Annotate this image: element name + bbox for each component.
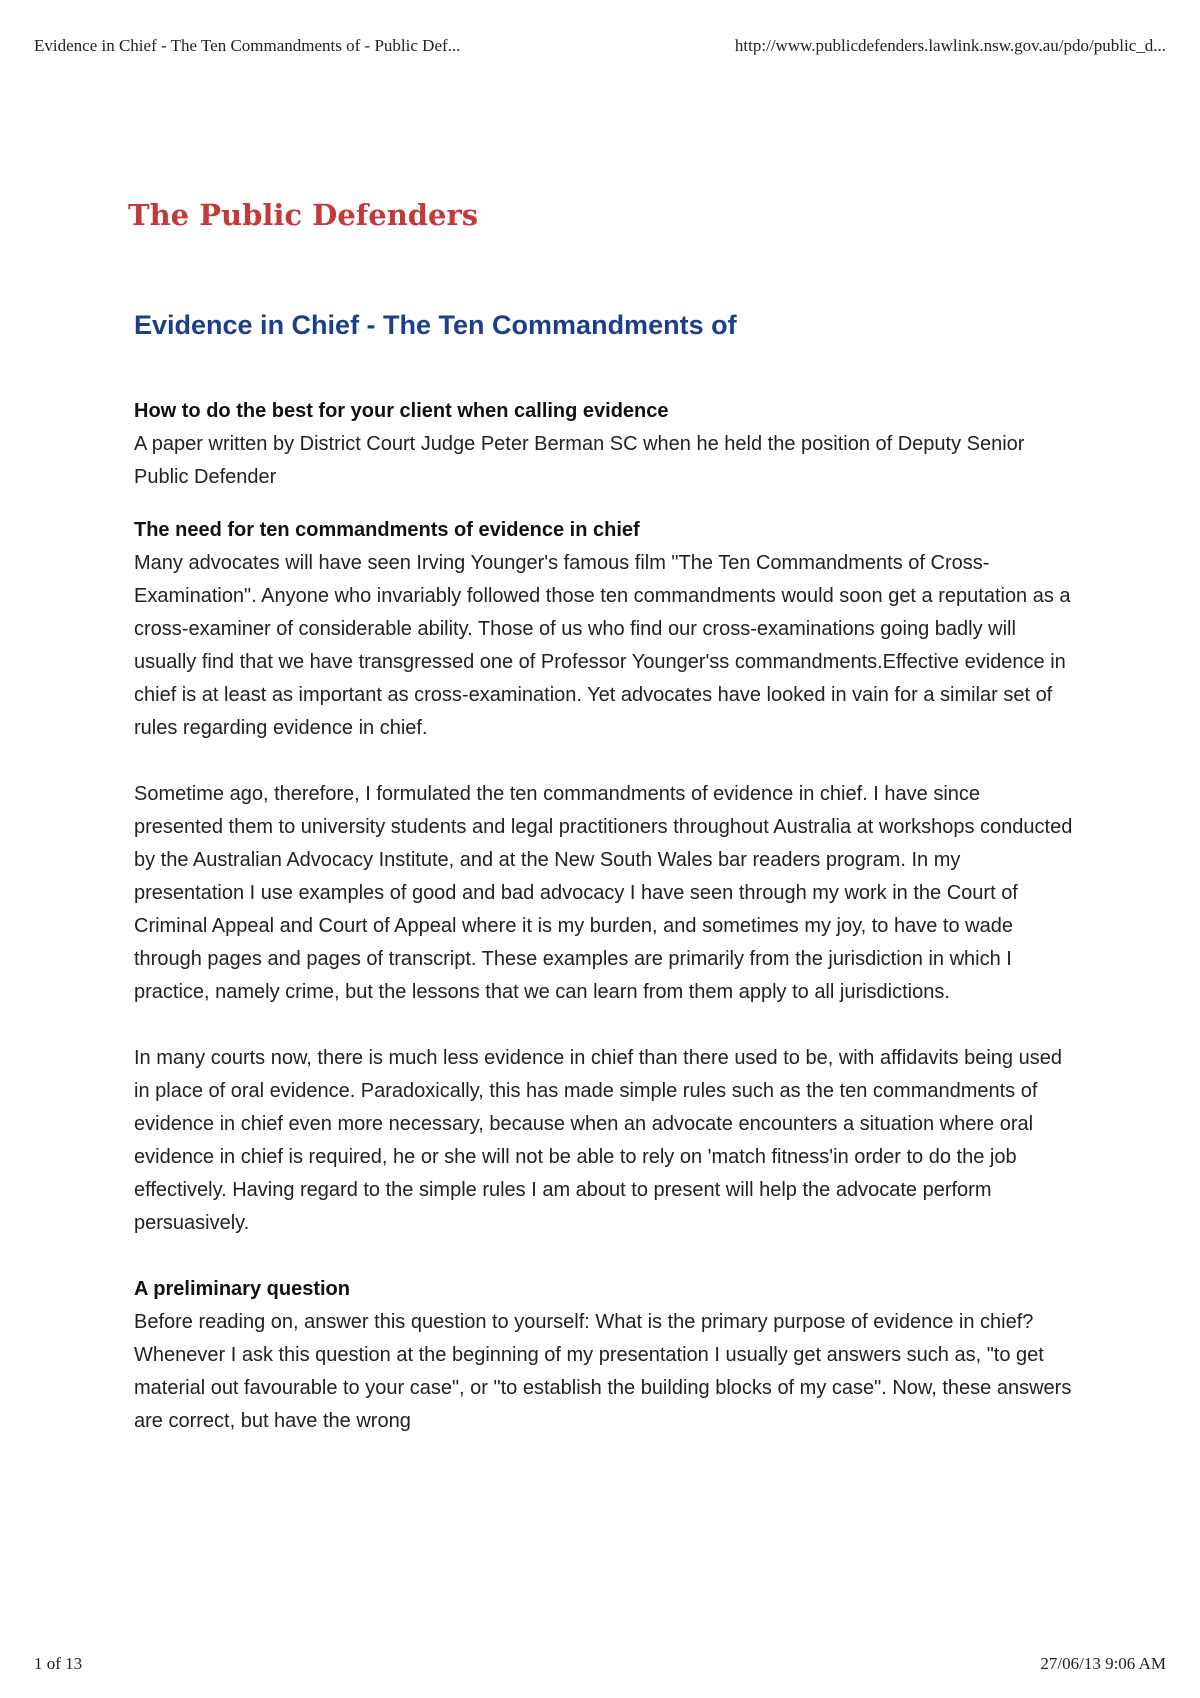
section-heading: How to do the best for your client when calling evidence <box>134 400 669 422</box>
article-body <box>134 395 1074 1438</box>
print-header <box>34 36 1166 60</box>
section-client-evidence <box>134 395 1074 494</box>
section-heading: The need for ten commandments of evidence in chief <box>134 519 640 541</box>
site-logo: The Public Defenders <box>128 198 479 232</box>
section-need-for-commandments <box>134 514 1074 1240</box>
paragraph: A paper written by District Court Judge Peter Berman SC when he held the position of Deputy Senior Public Defender <box>134 433 1025 488</box>
paragraph: Many advocates will have seen Irving Younger's famous film "The Ten Commandments of Cross-Examination". Anyone who invariably followed those ten commandments would soon get a reputation as a cross-examiner of considerable ability. Those of us who find our cross-examinations going badly will usually find that we have transgressed one of Professor Younger'ss commandments.Effective evidence in chief is at least as important as cross-examination. Yet advocates have looked in vain for a similar set of rules regarding evidence in chief. <box>134 552 1071 739</box>
print-datetime: 27/06/13 9:06 AM <box>1040 1654 1166 1673</box>
page-number: 1 of 13 <box>34 1654 83 1673</box>
print-header-title: Evidence in Chief - The Ten Commandments of - Public Def... <box>34 36 461 55</box>
print-header-url: http://www.publicdefenders.lawlink.nsw.gov.au/pdo/public_d... <box>734 36 1166 55</box>
section-preliminary-question <box>134 1273 1074 1438</box>
print-footer <box>34 1654 1166 1678</box>
page-title: Evidence in Chief - The Ten Commandments of <box>134 310 737 340</box>
paragraph: Sometime ago, therefore, I formulated the ten commandments of evidence in chief. I have since presented them to university students and legal practitioners throughout Australia at workshops conducted by the Australian Advocacy Institute, and at the New South Wales bar readers program. In my presentation I use examples of good and bad advocacy I have seen through my work in the Court of Criminal Appeal and Court of Appeal where it is my burden, and sometimes my joy, to have to wade through pages and pages of transcript. These examples are primarily from the jurisdiction in which I practice, namely crime, but the lessons that we can learn from them apply to all jurisdictions. <box>134 783 1073 1003</box>
section-heading: A preliminary question <box>134 1278 350 1300</box>
paragraph: In many courts now, there is much less evidence in chief than there used to be, with affidavits being used in place of oral evidence. Paradoxically, this has made simple rules such as the ten commandments of evidence in chief even more necessary, because when an advocate encounters a situation where oral evidence in chief is required, he or she will not be able to rely on 'match fitness'in order to do the job effectively. Having regard to the simple rules I am about to present will help the advocate perform persuasively. <box>134 1047 1062 1234</box>
paragraph: Before reading on, answer this question to yourself: What is the primary purpose of evidence in chief? Whenever I ask this question at the beginning of my presentation I usually get answers such as, "to get material out favourable to your case", or "to establish the building blocks of my case". Now, these answers are correct, but have the wrong <box>134 1311 1072 1432</box>
